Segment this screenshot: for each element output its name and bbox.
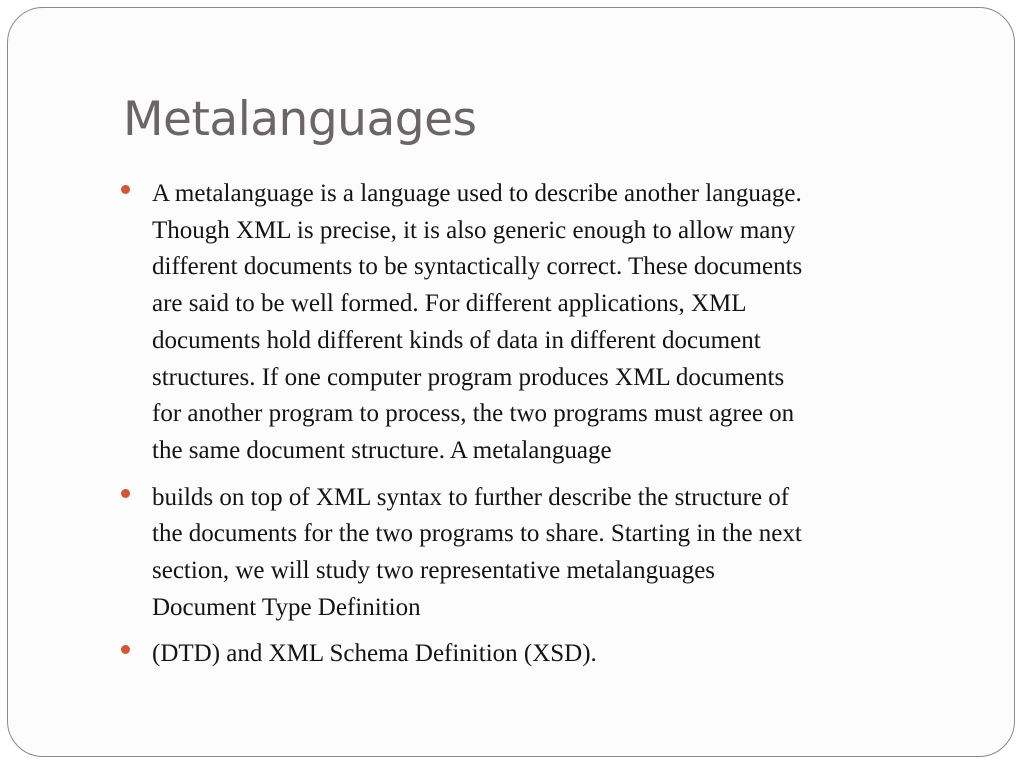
bullet-line: Document Type Definition	[152, 593, 421, 621]
bullet-text	[152, 636, 971, 673]
bullet-item	[121, 636, 971, 673]
slide-title: Metalanguages	[123, 92, 477, 147]
bullet-dot-icon	[121, 185, 130, 194]
bullet-line: for another program to process, the two programs must agree on	[152, 400, 795, 428]
bullet-dot-icon	[121, 645, 130, 654]
bullet-line: (DTD) and XML Schema Definition (XSD).	[152, 640, 597, 668]
bullet-line: structures. If one computer program produces XML documents	[152, 363, 785, 391]
bullet-line: Though XML is precise, it is also generic enough to allow many	[152, 216, 796, 244]
slide	[7, 7, 1015, 757]
bullet-line: documents hold different kinds of data in different document	[152, 326, 761, 354]
bullet-line: the same document structure. A metalanguage	[152, 436, 612, 464]
bullet-line: different documents to be syntactically correct. These documents	[152, 253, 803, 281]
bullet-list	[121, 176, 971, 683]
bullet-line: A metalanguage is a language used to describe another language.	[152, 180, 802, 207]
bullet-line: the documents for the two programs to share. Starting in the next	[152, 520, 802, 548]
bullet-line: are said to be well formed. For different applications, XML	[152, 290, 747, 318]
bullet-dot-icon	[121, 489, 130, 498]
bullet-item	[121, 480, 971, 627]
bullet-line: section, we will study two representative metalanguages	[152, 557, 716, 585]
bullet-text	[152, 480, 971, 627]
bullet-text	[152, 176, 971, 470]
bullet-line: builds on top of XML syntax to further describe the structure of	[152, 483, 790, 511]
bullet-item	[121, 176, 971, 470]
